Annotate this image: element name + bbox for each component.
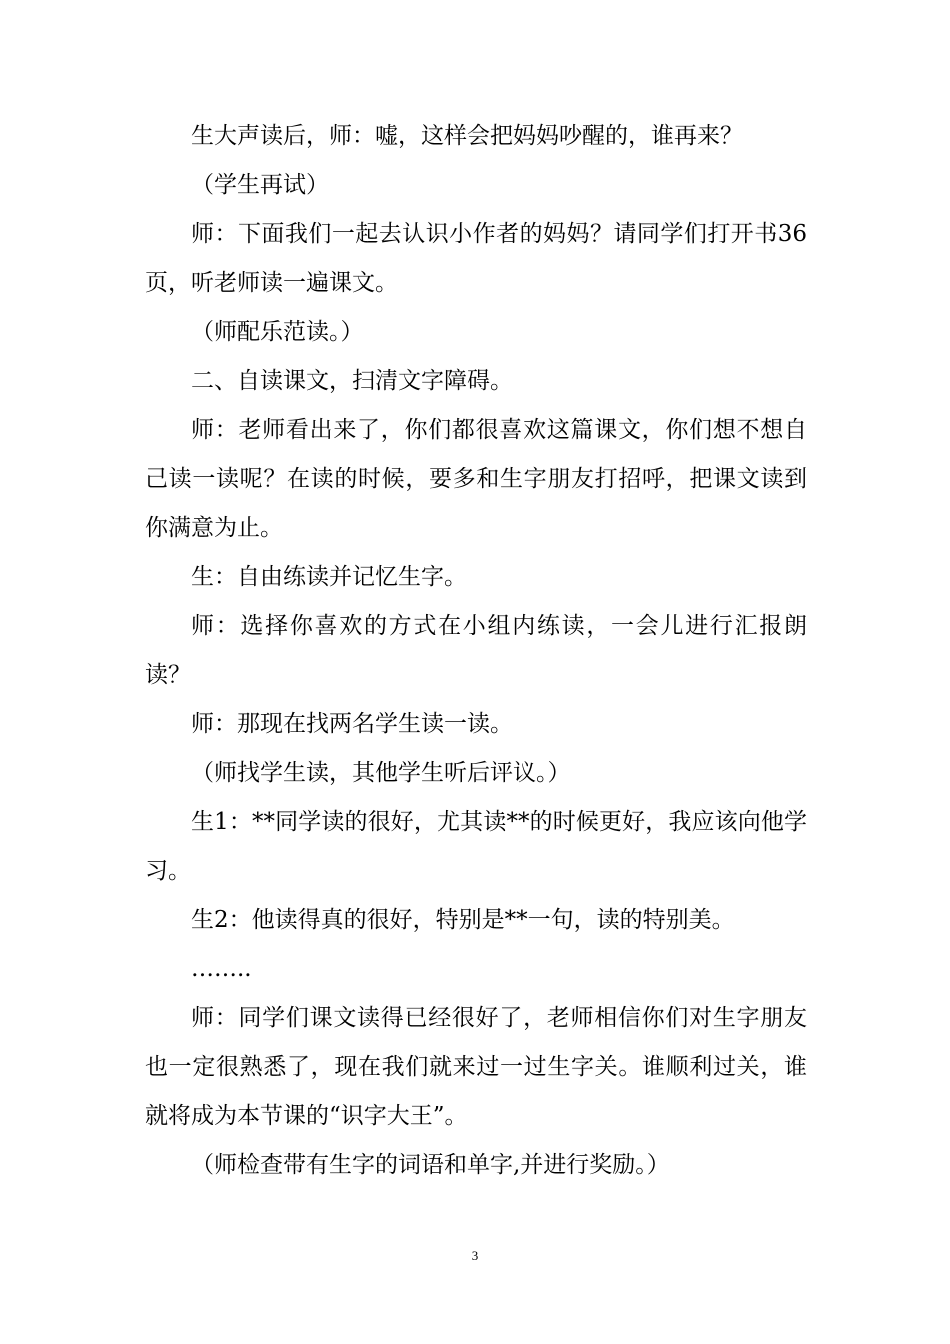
- paragraph-8: 师：选择你喜欢的方式在小组内练读，一会儿进行汇报朗读？: [145, 613, 807, 688]
- paragraph-5: 二、自读课文，扫清文字障碍。: [191, 368, 513, 394]
- paragraph-9: 师：那现在找两名学生读一读。: [191, 711, 513, 737]
- paragraph-14: 师：同学们课文读得已经很好了，老师相信你们对生字朋友也一定很熟悉了，现在我们就来过一过生字关。谁顺利过关，谁就将成为本节课的“识字大王”。: [145, 1005, 807, 1129]
- paragraph-6: 师：老师看出来了，你们都很喜欢这篇课文，你们想不想自己读一读呢？在读的时候，要多和生字朋友打招呼，把课文读到你满意为止。: [145, 417, 807, 541]
- paragraph-4: （师配乐范读。）: [191, 319, 364, 345]
- paragraph-3: 师：下面我们一起去认识小作者的妈妈？请同学们打开书36页，听老师读一遍课文。: [145, 221, 807, 296]
- document-body: [145, 112, 807, 1190]
- paragraph-7: 生：自由练读并记忆生字。: [191, 564, 467, 590]
- paragraph-15: （师检查带有生字的词语和单字,并进行奖励。）: [191, 1152, 670, 1178]
- paragraph-11: 生1：**同学读的很好，尤其读**的时候更好，我应该向他学习。: [145, 809, 807, 884]
- paragraph-10: （师找学生读，其他学生听后评议。）: [191, 760, 571, 786]
- paragraph-2: （学生再试）: [191, 172, 329, 198]
- paragraph-12: 生2：他读得真的很好，特别是**一句，读的特别美。: [191, 907, 735, 933]
- page-number: 3: [471, 1248, 479, 1263]
- paragraph-13: ……..: [191, 956, 252, 982]
- paragraph-1: 生大声读后，师：嘘，这样会把妈妈吵醒的，谁再来？: [191, 123, 743, 149]
